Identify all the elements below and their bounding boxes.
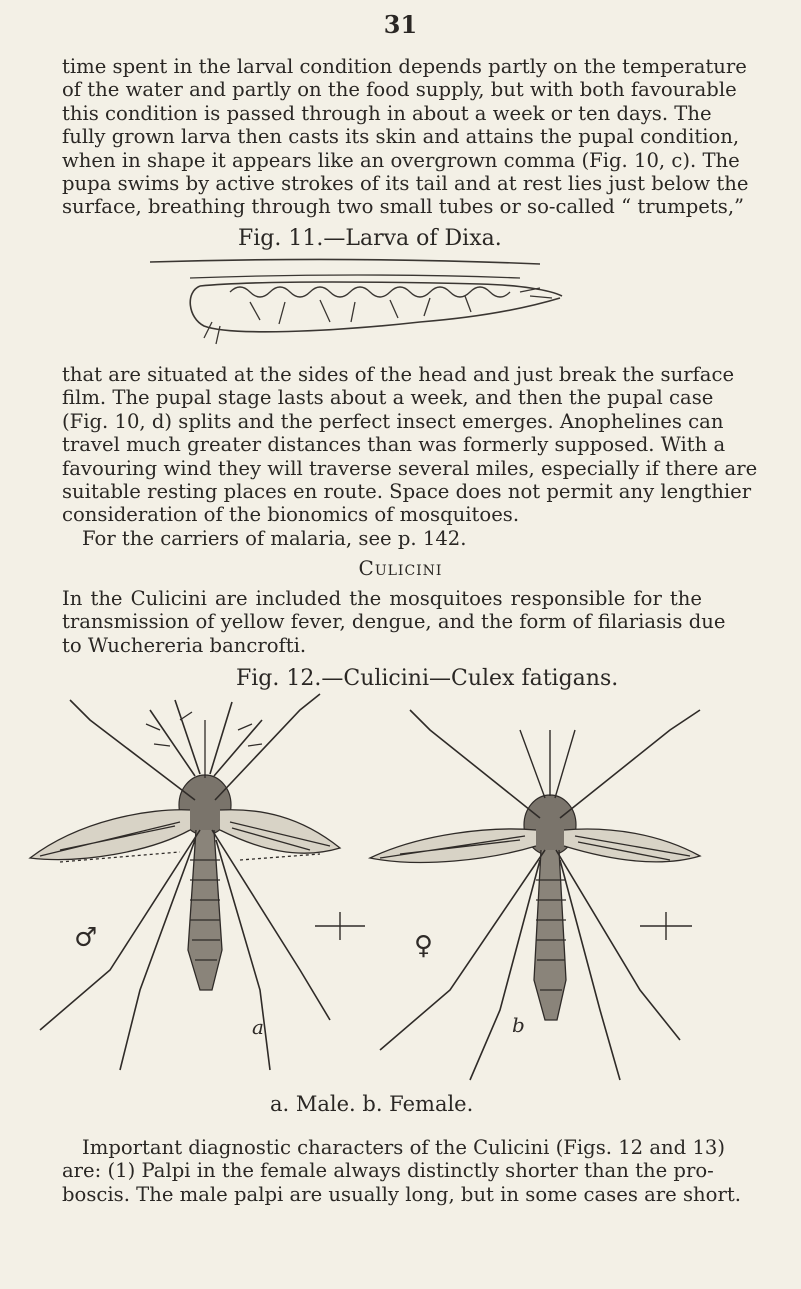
text-line: film. The pupal stage lasts about a week, and then the pupal case (62, 386, 714, 410)
text-line: when in shape it appears like an overgrown comma (Fig. 10, c). The (62, 148, 740, 172)
text-line: are: (1) Palpi in the female always distinctly shorter than the pro- (62, 1159, 714, 1183)
text-line: favouring wind they will traverse several miles, especially if there are (62, 456, 758, 480)
label-b: b (512, 1013, 525, 1037)
male-symbol: ♂ (74, 923, 98, 953)
text-line: In the Culicini are included the mosquitoes responsible for the (62, 587, 702, 610)
fig-12-sub-caption: a. Male. b. Female. (270, 1092, 474, 1116)
text-line: Important diagnostic characters of the Culicini (Figs. 12 and 13) (82, 1136, 726, 1159)
section-heading-culicini: Culicini (358, 556, 443, 580)
paragraph-culicini-intro (62, 587, 726, 657)
label-a: a (252, 1015, 264, 1039)
fig-11-caption: Fig. 11.—Larva of Dixa. (238, 226, 502, 251)
paragraph-pupal-stage (62, 363, 758, 527)
female-symbol: ♀ (414, 931, 434, 961)
paragraph-larval-condition (62, 55, 749, 219)
text-line: pupa swims by active strokes of its tail and at rest lies just below the (62, 172, 749, 196)
fig-12-caption: Fig. 12.—Culicini—Culex fatigans. (236, 666, 619, 691)
text-line: travel much greater distances than was formerly supposed. With a (62, 433, 726, 457)
paragraph-carriers-malaria (82, 527, 702, 550)
culex-fatigans-illustration (0, 690, 801, 1090)
paragraph-diagnostic-characters (62, 1136, 741, 1206)
text-line: that are situated at the sides of the head and just break the surface (62, 363, 735, 386)
text-line: consideration of the bionomics of mosquitoes. (62, 503, 520, 527)
dixa-larva-illustration (0, 252, 801, 352)
text-line: fully grown larva then casts its skin and attains the pupal condition, (62, 125, 740, 149)
text-line: (Fig. 10, d) splits and the perfect insect emerges. Anophelines can (62, 409, 724, 433)
female-mosquito (370, 710, 700, 1080)
text-line: boscis. The male palpi are usually long, but in some cases are short. (62, 1182, 741, 1206)
text-line: surface, breathing through two small tubes or so-called “ trumpets,” (62, 195, 745, 219)
text-line: time spent in the larval condition depends partly on the temperature (62, 55, 747, 78)
text-line: this condition is passed through in about a week or ten days. The (62, 101, 712, 125)
text-line: of the water and partly on the food supply, but with both favourable (62, 78, 737, 102)
text-line: to Wuchereria bancrofti. (62, 633, 307, 657)
page-number: 31 (383, 10, 418, 39)
male-mosquito (30, 694, 340, 1070)
text-line: suitable resting places en route. Space does not permit any lengthier (62, 480, 752, 504)
text-line: For the carriers of malaria, see p. 142. (82, 527, 467, 550)
text-line: transmission of yellow fever, dengue, and the form of filariasis due (62, 610, 726, 634)
